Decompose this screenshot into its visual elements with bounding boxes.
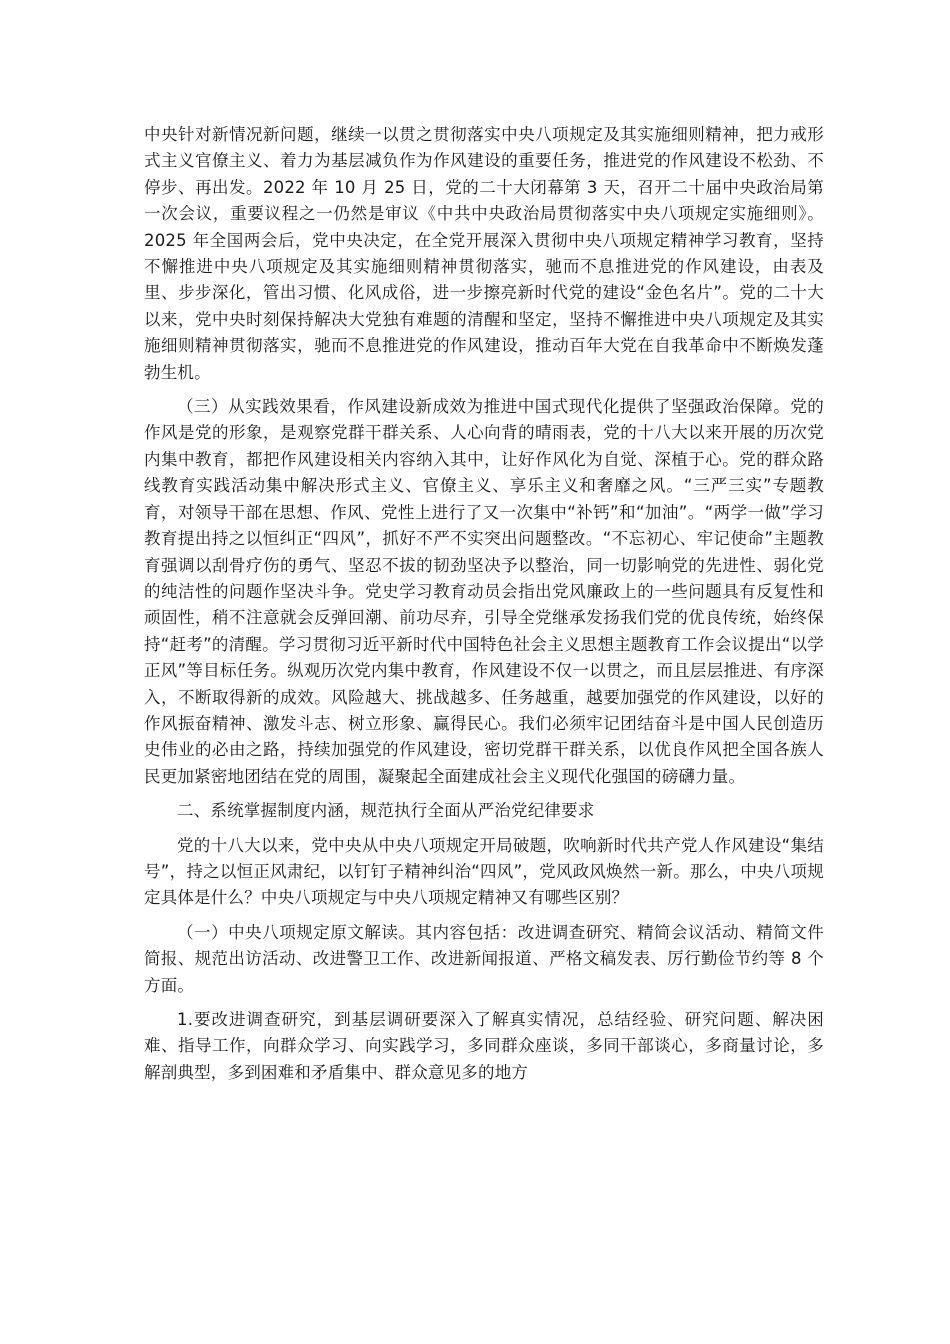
paragraph-intro-eight-rules: 党的十八大以来，党中央从中央八项规定开局破题，吹响新时代共产党人作风建设“集结号”，持之以恒正风肃纪，以钉钉子精神纠治“四风”，党风政风焕然一新。那么，中央八项规定具体是什么？中央八项规定与中央八项规定精神又有哪些区别？ — [144, 835, 824, 908]
paragraph-continuation: 中央针对新情况新问题，继续一以贯之贯彻落实中央八项规定及其实施细则精神，把力戒形式主义官僚主义、着力为基层减负作为作风建设的重要任务，推进党的作风建设不松劲、不停步、再出发。2022 年 10 月 25 日，党的二十大闭幕第 3 天，召开二十届中央政治局第一次会议，重要议程之一仍然是审议《中共中央政治局贯彻落实中央八项规定实施细则》。2025 年全国两会后，党中央决定，在全党开展深入贯彻中央八项规定精神学习教育，坚持不懈推进中央八项规定及其实施细则精神贯彻落实，驰而不息推进党的作风建设，由表及里、步步深化，管出习惯、化风成俗，进一步擦亮新时代党的建设“金色名片”。党的二十大以来，党中央时刻保持解决大党独有难题的清醒和坚定，坚持不懈推进中央八项规定及其实施细则精神贯彻落实，驰而不息推进党的作风建设，推动百年大党在自我革命中不断焕发蓬勃生机。 — [144, 125, 824, 382]
section-heading-2: 二、系统掌握制度内涵，规范执行全面从严治党纪律要求 — [177, 801, 595, 821]
paragraph-eight-rules-interpretation: （一）中央八项规定原文解读。其内容包括：改进调查研究、精简会议活动、精简文件简报、规范出访活动、改进警卫工作、改进新闻报道、严格文稿发表、厉行勤俭节约等 8 个方面。 — [144, 922, 824, 995]
document-page — [144, 122, 824, 1094]
paragraph-practice-effect: （三）从实践效果看，作风建设新成效为推进中国式现代化提供了坚强政治保障。党的作风是党的形象，是观察党群干群关系、人心向背的晴雨表，党的十八大以来开展的历次党内集中教育，都把作风建设相关内容纳入其中，让好作风化为自觉、深植于心。党的群众路线教育实践活动集中解决形式主义、官僚主义、享乐主义和奢靡之风。“三严三实”专题教育，对领导干部在思想、作风、党性上进行了又一次集中“补钙”和“加油”。“两学一做”学习教育提出持之以恒纠正“四风”，抓好不严不实突出问题整改。“不忘初心、牢记使命”主题教育强调以刮骨疗伤的勇气、坚忍不拔的韧劲坚决予以整治，同一切影响党的先进性、弱化党的纯洁性的问题作坚决斗争。党史学习教育动员会指出党风廉政上的一些问题具有反复性和顽固性，稍不注意就会反弹回潮、前功尽弃，引导全党继承发扬我们党的优良传统，始终保持“赶考”的清醒。学习贯彻习近平新时代中国特色社会主义思想主题教育工作会议提出“以学正风”等目标任务。纵观历次党内集中教育，作风建设不仅一以贯之，而且层层推进、有序深入，不断取得新的成效。风险越大、挑战越多、任务越重，越要加强党的作风建设，以好的作风振奋精神、激发斗志、树立形象、赢得民心。我们必须牢记团结奋斗是中国人民创造历史伟业的必由之路，持续加强党的作风建设，密切党群干群关系，以优良作风把全国各族人民更加紧密地团结在党的周围，凝聚起全面建成社会主义现代化强国的磅礴力量。 — [144, 397, 824, 786]
paragraph-rule-1: 1.要改进调查研究，到基层调研要深入了解真实情况，总结经验、研究问题、解决困难、指导工作，向群众学习、向实践学习，多同群众座谈，多同干部谈心，多商量讨论，多解剖典型，多到困难和矛盾集中、群众意见多的地方 — [144, 1010, 824, 1082]
